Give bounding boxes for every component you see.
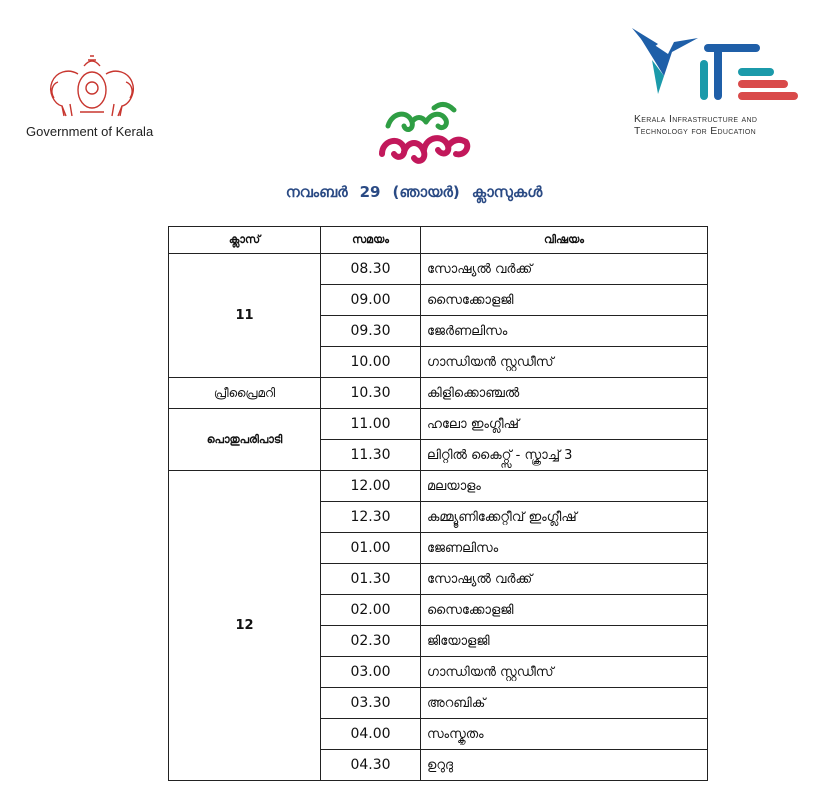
subject-cell: സോഷ്യൽ വർക്ക് xyxy=(421,564,708,595)
time-cell: 11.30 xyxy=(321,440,421,471)
subject-cell: ഉറുദു xyxy=(421,750,708,781)
subject-cell: സൈക്കോളജി xyxy=(421,595,708,626)
table-row xyxy=(169,471,708,502)
subject-cell: ജേർണലിസം xyxy=(421,316,708,347)
kite-logo-icon xyxy=(628,24,800,112)
government-name: Government of Kerala xyxy=(26,124,154,139)
time-cell: 09.30 xyxy=(321,316,421,347)
class-schedule-table xyxy=(168,226,708,781)
time-cell: 11.00 xyxy=(321,409,421,440)
time-cell: 01.00 xyxy=(321,533,421,564)
table-row xyxy=(169,378,708,409)
header-class: ക്ലാസ് xyxy=(169,227,321,254)
time-cell: 04.30 xyxy=(321,750,421,781)
page-header xyxy=(0,0,828,215)
header-subject: വിഷയം xyxy=(421,227,708,254)
subject-cell: കിളിക്കൊഞ്ചൽ xyxy=(421,378,708,409)
kite-name-line1: Kerala Infrastructure and xyxy=(634,113,758,125)
subject-cell: കമ്മ്യൂണിക്കേറ്റീവ് ഇംഗ്ലീഷ് xyxy=(421,502,708,533)
table-header-row xyxy=(169,227,708,254)
time-cell: 01.30 xyxy=(321,564,421,595)
class-cell-preprimary: പ്രീപ്രൈമറി xyxy=(169,378,321,409)
class-cell-11: 11 xyxy=(169,254,321,378)
kite-name-line2: Technology for Education xyxy=(634,125,756,137)
first-bell-logo xyxy=(374,96,474,172)
time-cell: 02.30 xyxy=(321,626,421,657)
title-month: നവംബർ xyxy=(285,183,348,201)
time-cell: 02.00 xyxy=(321,595,421,626)
class-cell-12: 12 xyxy=(169,471,321,781)
table-row xyxy=(169,409,708,440)
time-cell: 12.30 xyxy=(321,502,421,533)
time-cell: 04.00 xyxy=(321,719,421,750)
kerala-emblem-icon xyxy=(40,52,144,120)
table-row xyxy=(169,254,708,285)
subject-cell: അറബിക് xyxy=(421,688,708,719)
time-cell: 10.00 xyxy=(321,347,421,378)
subject-cell: ജേണലിസം xyxy=(421,533,708,564)
time-cell: 10.30 xyxy=(321,378,421,409)
page-title xyxy=(0,183,828,201)
subject-cell: സൈക്കോളജി xyxy=(421,285,708,316)
time-cell: 08.30 xyxy=(321,254,421,285)
subject-cell: സോഷ്യൽ വർക്ക് xyxy=(421,254,708,285)
subject-cell: മലയാളം xyxy=(421,471,708,502)
subject-cell: ലിറ്റിൽ കൈറ്റ്സ് - സ്ക്രാച്ച് 3 xyxy=(421,440,708,471)
title-weekday: (ഞായർ) xyxy=(392,183,460,201)
subject-cell: സംസ്കൃതം xyxy=(421,719,708,750)
time-cell: 03.30 xyxy=(321,688,421,719)
time-cell: 09.00 xyxy=(321,285,421,316)
time-cell: 12.00 xyxy=(321,471,421,502)
subject-cell: ജിയോളജി xyxy=(421,626,708,657)
subject-cell: ഗാന്ധിയൻ സ്റ്റഡീസ് xyxy=(421,347,708,378)
subject-cell: ഹലോ ഇംഗ്ലീഷ് xyxy=(421,409,708,440)
time-cell: 03.00 xyxy=(321,657,421,688)
header-time: സമയം xyxy=(321,227,421,254)
title-day: 29 xyxy=(359,183,381,201)
subject-cell: ഗാന്ധിയൻ സ്റ്റഡീസ് xyxy=(421,657,708,688)
class-cell-general: പൊതുപരിപാടി xyxy=(169,409,321,471)
title-suffix: ക്ലാസുകൾ xyxy=(471,183,543,201)
